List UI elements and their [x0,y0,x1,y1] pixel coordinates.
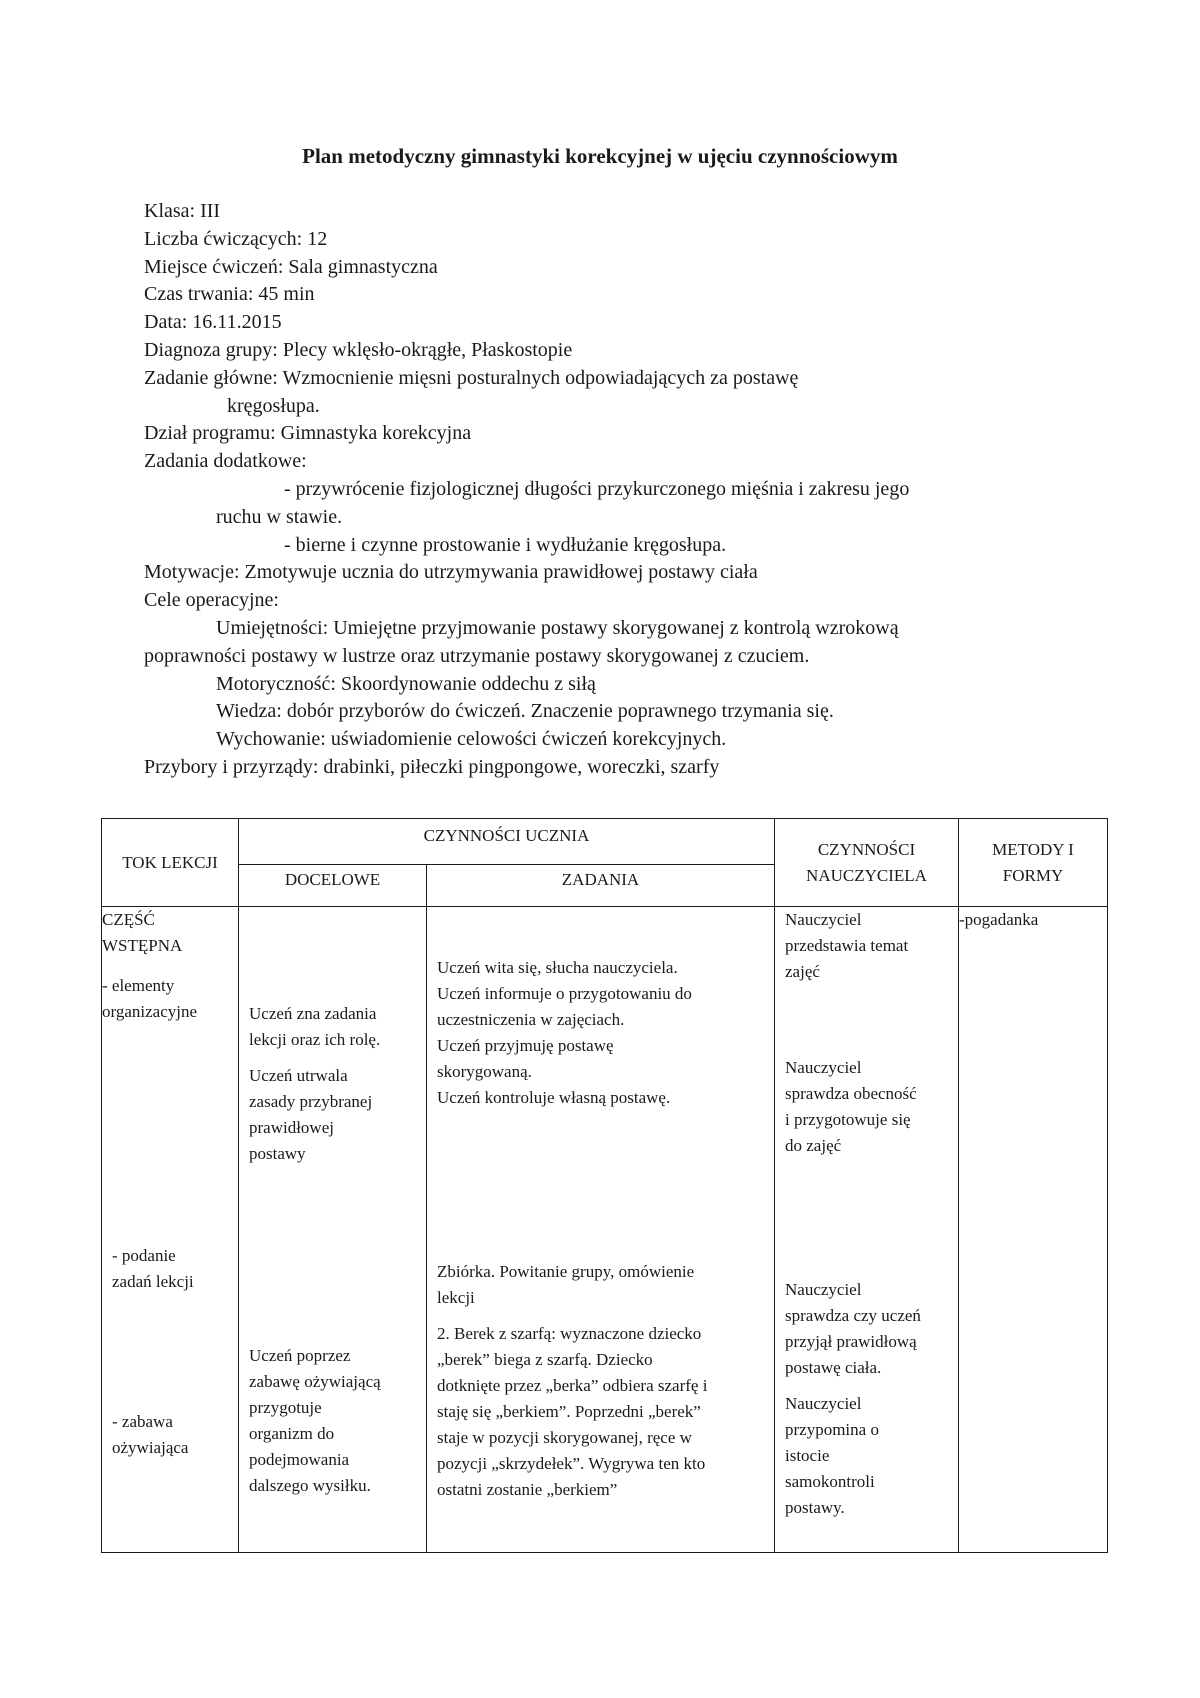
tok-czesc-line-1: CZĘŚĆ [102,910,155,929]
meta-cele: Cele operacyjne: [144,589,279,612]
metody-1: -pogadanka [959,910,1039,929]
zadania-1-line-4: Uczeń przyjmuję postawę [437,1036,614,1055]
zadania-1-line-6: Uczeń kontroluje własną postawę. [437,1088,671,1107]
meta-zadanie-glowne: Zadanie główne: Wzmocnienie mięsni posturalnych odpowiadających za postawę [144,366,799,389]
docelowe-1-line-2: lekcji oraz ich rolę. [249,1030,381,1049]
tok-elementy-line-1: - elementy [102,976,175,995]
meta-umiejetnosci-cont: poprawności postawy w lustrze oraz utrzymanie postawy skorygowanej z czuciem. [144,644,810,667]
header-docelowe-label: DOCELOWE [284,870,381,889]
meta-dodatkowe-item-1-cont: ruchu w stawie. [216,505,343,528]
nauczyciel-1-line-3: zajęć [785,962,820,981]
meta-czas: Czas trwania: 45 min [144,283,315,306]
page-title: Plan metodyczny gimnastyki korekcyjnej w ujęciu czynnościowym [302,144,898,168]
meta-klasa: Klasa: III [144,200,221,222]
header-zadania-label: ZADANIA [561,870,640,889]
nauczyciel-1-line-1: Nauczyciel [785,910,862,929]
cell-nauczyciel [775,907,959,1553]
tok-zabawa-line-1: - zabawa [112,1412,173,1431]
docelowe-1-line-1: Uczeń zna zadania [249,1004,377,1023]
meta-diagnoza: Diagnoza grupy: Plecy wklęsło-okrągłe, Płaskostopie [144,338,573,361]
nauczyciel-3-line-3: przyjął prawidłową [785,1332,917,1351]
docelowe-2-line-3: prawidłowej [249,1118,334,1137]
zadania-3-line-2: „berek” biega z szarfą. Dziecko [437,1350,653,1369]
tok-elementy-line-2: organizacyjne [102,1002,198,1021]
meta-dodatkowe-item-1: - przywrócenie fizjologicznej długości przykurczonego mięśnia i zakresu jego [284,477,910,500]
lesson-metadata [144,198,1084,782]
header-czynnosci-ucznia-label: CZYNNOŚCI UCZNIA [423,826,590,845]
meta-umiejetnosci: Umiejętności: Umiejętne przyjmowanie postawy skorygowanej z kontrolą wzrokową [216,616,899,639]
header-metody-line-1: METODY I [992,839,1074,859]
nauczyciel-4-line-3: istocie [785,1446,830,1465]
meta-wychowanie: Wychowanie: uświadomienie celowości ćwiczeń korekcyjnych. [216,728,727,751]
docelowe-2-line-2: zasady przybranej [249,1092,373,1111]
docelowe-3-line-5: podejmowania [249,1450,350,1469]
zadania-1-line-3: uczestniczenia w zajęciach. [437,1010,625,1029]
tok-czesc-line-2: WSTĘPNA [102,936,183,955]
nauczyciel-4-line-5: postawy. [785,1498,845,1517]
tok-podanie-line-1: - podanie [112,1246,176,1265]
meta-wiedza: Wiedza: dobór przyborów do ćwiczeń. Znaczenie poprawnego trzymania się. [216,700,834,723]
meta-data: Data: 16.11.2015 [144,311,282,334]
header-tok-lekcji [102,819,239,907]
docelowe-3-line-1: Uczeń poprzez [249,1346,351,1365]
cell-metody [959,907,1108,1553]
nauczyciel-3-line-4: postawę ciała. [785,1358,882,1377]
meta-liczba: Liczba ćwiczących: 12 [144,227,328,250]
header-tok-label: TOK LEKCJI [122,852,218,872]
meta-miejsce: Miejsce ćwiczeń: Sala gimnastyczna [144,255,438,278]
cell-zadania [427,907,775,1553]
cell-docelowe [239,907,427,1553]
meta-dodatkowe-item-2: - bierne i czynne prostowanie i wydłużanie kręgosłupa. [284,533,727,556]
zadania-3-line-7: ostatni zostanie „berkiem” [437,1480,618,1499]
meta-zadanie-glowne-cont: kręgosłupa. [227,394,320,417]
nauczyciel-3-line-1: Nauczyciel [785,1280,862,1299]
meta-zadania-dodatkowe: Zadania dodatkowe: [144,450,307,473]
nauczyciel-2-line-3: i przygotowuje się [785,1110,911,1129]
docelowe-3-line-3: przygotuje [249,1398,322,1417]
header-nauczyciela-line-2: NAUCZYCIELA [806,865,927,885]
zadania-3-line-6: pozycji „skrzydełek”. Wygrywa ten kto [437,1454,706,1473]
nauczyciel-4-line-2: przypomina o [785,1420,879,1439]
nauczyciel-2-line-1: Nauczyciel [785,1058,862,1077]
lesson-table [101,818,1108,1553]
cell-tok-lekcji [102,907,239,1553]
docelowe-3-line-6: dalszego wysiłku. [249,1476,371,1495]
meta-motywacje: Motywacje: Zmotywuje ucznia do utrzymywania prawidłowej postawy ciała [144,561,758,584]
header-metody-formy [959,819,1108,907]
nauczyciel-2-line-2: sprawdza obecność [785,1084,917,1103]
header-czynnosci-ucznia [239,819,775,865]
nauczyciel-2-line-4: do zajęć [785,1136,842,1155]
meta-motorycznosc: Motoryczność: Skoordynowanie oddechu z siłą [216,672,596,695]
header-docelowe [239,865,427,907]
zadania-3-line-4: staję się „berkiem”. Poprzedni „berek” [437,1402,701,1421]
zadania-3-line-1: 2. Berek z szarfą: wyznaczone dziecko [437,1324,702,1343]
docelowe-3-line-4: organizm do [249,1424,335,1443]
zadania-3-line-3: dotknięte przez „berka” odbiera szarfę i [437,1376,708,1395]
header-metody-line-2: FORMY [1002,865,1064,885]
nauczyciel-1-line-2: przedstawia temat [785,936,909,955]
zadania-1-line-1: Uczeń wita się, słucha nauczyciela. [437,958,678,977]
zadania-3-line-5: staje w pozycji skorygowanej, ręce w [437,1428,692,1447]
header-nauczyciela-line-1: CZYNNOŚCI [817,839,916,859]
header-zadania [427,865,775,907]
tok-podanie-line-2: zadań lekcji [112,1272,194,1291]
docelowe-3-line-2: zabawę ożywiającą [249,1372,381,1391]
nauczyciel-3-line-2: sprawdza czy uczeń [785,1306,921,1325]
docelowe-2-line-4: postawy [249,1144,306,1163]
nauczyciel-4-line-1: Nauczyciel [785,1394,862,1413]
header-czynnosci-nauczyciela [775,819,959,907]
docelowe-2-line-1: Uczeń utrwala [249,1066,348,1085]
meta-dzial: Dział programu: Gimnastyka korekcyjna [144,422,472,445]
nauczyciel-4-line-4: samokontroli [785,1472,875,1491]
tok-zabawa-line-2: ożywiająca [112,1438,189,1457]
zadania-1-line-5: skorygowaną. [437,1062,532,1081]
meta-przybory: Przybory i przyrządy: drabinki, piłeczki pingpongowe, woreczki, szarfy [144,755,720,778]
zadania-2-line-2: lekcji [437,1288,475,1307]
zadania-1-line-2: Uczeń informuje o przygotowaniu do [437,984,692,1003]
zadania-2-line-1: Zbiórka. Powitanie grupy, omówienie [437,1262,695,1281]
